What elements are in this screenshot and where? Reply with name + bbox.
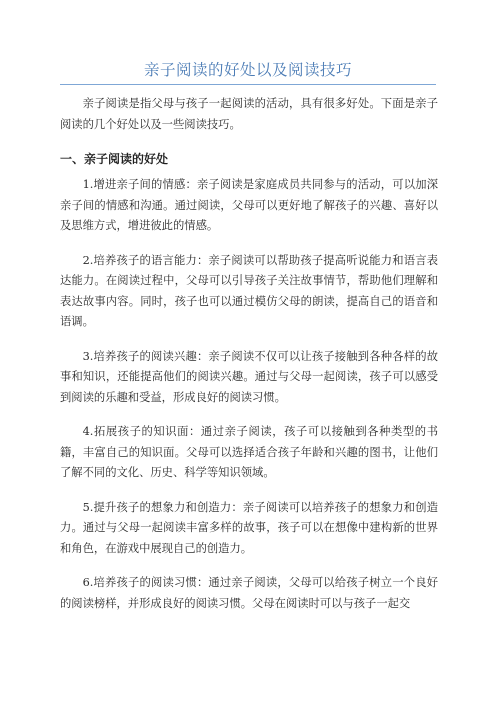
section-heading: 一、亲子阅读的好处 bbox=[60, 152, 169, 166]
paragraph-benefit-4: 4.拓展孩子的知识面：通过亲子阅读，孩子可以接触到各种类型的书籍，丰富自己的知识面。父母可以选择适合孩子年龄和兴趣的图书，让他们了解不同的文化、历史、科学等知识领域。 bbox=[60, 425, 438, 479]
paragraph-benefit-3: 3.培养孩子的阅读兴趣：亲子阅读不仅可以让孩子接触到各种各样的故事和知识，还能提高他们的阅读兴趣。通过与父母一起阅读，孩子可以感受到阅读的乐趣和受益，形成良好的阅读习惯。 bbox=[60, 349, 438, 404]
paragraph-benefit-6: 6.培养孩子的阅读习惯：通过亲子阅读，父母可以给孩子树立一个良好的阅读榜样，并形成良好的阅读习惯。父母在阅读时可以与孩子一起交 bbox=[60, 576, 438, 610]
document-body bbox=[60, 94, 438, 628]
intro-paragraph: 亲子阅读是指父母与孩子一起阅读的活动，具有很多好处。下面是亲子阅读的几个好处以及一些阅读技巧。 bbox=[60, 97, 438, 131]
paragraph-benefit-5: 5.提升孩子的想象力和创造力：亲子阅读可以培养孩子的想象力和创造力。通过与父母一起阅读丰富多样的故事，孩子可以在想像中建构新的世界和角色，在游戏中展现自己的创造力。 bbox=[60, 500, 438, 555]
title-underline bbox=[60, 84, 436, 85]
title-block bbox=[60, 58, 436, 82]
document-title: 亲子阅读的好处以及阅读技巧 bbox=[143, 61, 352, 79]
paragraph-benefit-1: 1.增进亲子间的情感：亲子阅读是家庭成员共同参与的活动，可以加深亲子间的情感和沟通。通过阅读，父母可以更好地了解孩子的兴趣、喜好以及思维方式，增进彼此的情感。 bbox=[60, 178, 438, 232]
paragraph-benefit-2: 2.培养孩子的语言能力：亲子阅读可以帮助孩子提高听说能力和语言表达能力。在阅读过程中，父母可以引导孩子关注故事情节，帮助他们理解和表达故事内容。同时，孩子也可以通过模仿父母的朗读，提高自己的语音和语调。 bbox=[60, 253, 438, 328]
